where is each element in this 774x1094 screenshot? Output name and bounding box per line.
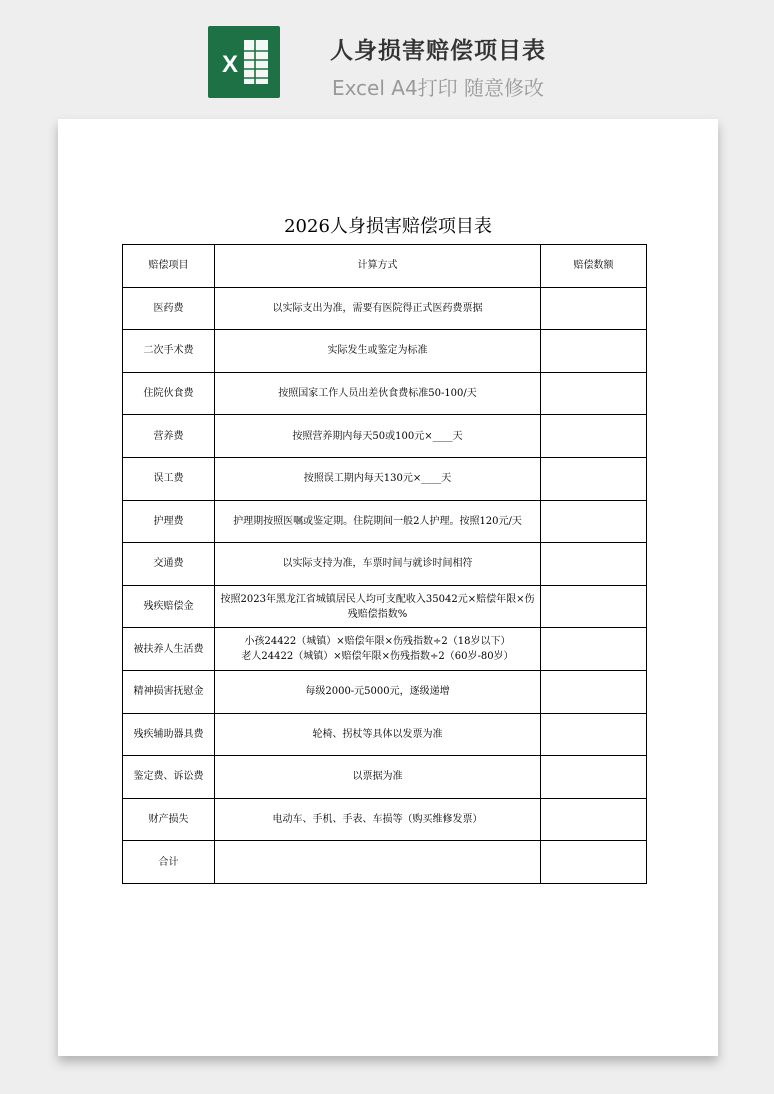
amount-cell[interactable]	[541, 756, 647, 799]
item-cell: 被扶养人生活费	[123, 628, 215, 671]
total-amount-cell[interactable]	[541, 841, 647, 884]
item-cell: 护理费	[123, 500, 215, 543]
method-cell: 护理期按照医嘱或鉴定期。住院期间一般2人护理。按照120元/天	[215, 500, 541, 543]
compensation-table	[122, 244, 647, 884]
method-cell	[215, 841, 541, 884]
method-cell: 按照2023年黑龙江省城镇居民人均可支配收入35042元×赔偿年限×伤残赔偿指数%	[215, 585, 541, 628]
sheet-title: 2026人身损害赔偿项目表	[284, 216, 492, 237]
item-cell: 残疾辅助器具费	[123, 713, 215, 756]
method-cell: 以实际支持为准，车票时间与就诊时间相符	[215, 543, 541, 586]
amount-cell[interactable]	[541, 415, 647, 458]
table-row	[123, 543, 647, 586]
method-line: 小孩24422（城镇）×赔偿年限×伤残指数÷2（18岁以下）	[244, 636, 511, 648]
table-row	[123, 287, 647, 330]
amount-cell[interactable]	[541, 372, 647, 415]
column-header: 赔偿数额	[541, 245, 647, 288]
method-line: 老人24422（城镇）×赔偿年限×伤残指数÷2（60岁-80岁）	[241, 651, 514, 663]
amount-cell[interactable]	[541, 287, 647, 330]
amount-cell[interactable]	[541, 670, 647, 713]
paper-sheet	[58, 119, 718, 1056]
item-cell: 残疾赔偿金	[123, 585, 215, 628]
column-header: 赔偿项目	[123, 245, 215, 288]
amount-cell[interactable]	[541, 585, 647, 628]
item-cell: 鉴定费、诉讼费	[123, 756, 215, 799]
total-label-cell: 合计	[123, 841, 215, 884]
table-row	[123, 628, 647, 671]
amount-cell[interactable]	[541, 713, 647, 756]
method-cell	[215, 628, 541, 671]
amount-cell[interactable]	[541, 500, 647, 543]
item-cell: 住院伙食费	[123, 372, 215, 415]
column-header: 计算方式	[215, 245, 541, 288]
method-cell: 按照国家工作人员出差伙食费标准50-100/天	[215, 372, 541, 415]
amount-cell[interactable]	[541, 628, 647, 671]
table-header-row	[123, 245, 647, 288]
table-row	[123, 756, 647, 799]
item-cell: 交通费	[123, 543, 215, 586]
amount-cell[interactable]	[541, 543, 647, 586]
table-row	[123, 415, 647, 458]
amount-cell[interactable]	[541, 330, 647, 373]
page-header	[0, 0, 774, 110]
excel-logo-icon	[208, 26, 280, 98]
item-cell: 营养费	[123, 415, 215, 458]
method-cell: 轮椅、拐杖等具体以发票为准	[215, 713, 541, 756]
excel-logo-graphic	[208, 26, 280, 98]
item-cell: 财产损失	[123, 798, 215, 841]
logo-letter: X	[221, 51, 239, 78]
method-cell: 以实际支出为准，需要有医院得正式医药费票据	[215, 287, 541, 330]
table-row	[123, 670, 647, 713]
table-row	[123, 798, 647, 841]
method-cell: 电动车、手机、手表、车损等（购买维修发票）	[215, 798, 541, 841]
item-cell: 精神损害抚慰金	[123, 670, 215, 713]
table-row	[123, 713, 647, 756]
amount-cell[interactable]	[541, 798, 647, 841]
method-cell: 实际发生或鉴定为标准	[215, 330, 541, 373]
document-subtitle: Excel A4打印 随意修改	[331, 76, 545, 100]
table-row	[123, 330, 647, 373]
document-title: 人身损害赔偿项目表	[330, 38, 546, 64]
item-cell: 误工费	[123, 457, 215, 500]
item-cell: 医药费	[123, 287, 215, 330]
item-cell: 二次手术费	[123, 330, 215, 373]
method-cell: 按照营养期内每天50或100元×____天	[215, 415, 541, 458]
method-cell: 以票据为准	[215, 756, 541, 799]
table-row	[123, 500, 647, 543]
amount-cell[interactable]	[541, 457, 647, 500]
method-cell: 每级2000-元5000元，逐级递增	[215, 670, 541, 713]
method-cell: 按照误工期内每天130元×____天	[215, 457, 541, 500]
table-row	[123, 457, 647, 500]
table-total-row	[123, 841, 647, 884]
table-row	[123, 372, 647, 415]
table-row	[123, 585, 647, 628]
